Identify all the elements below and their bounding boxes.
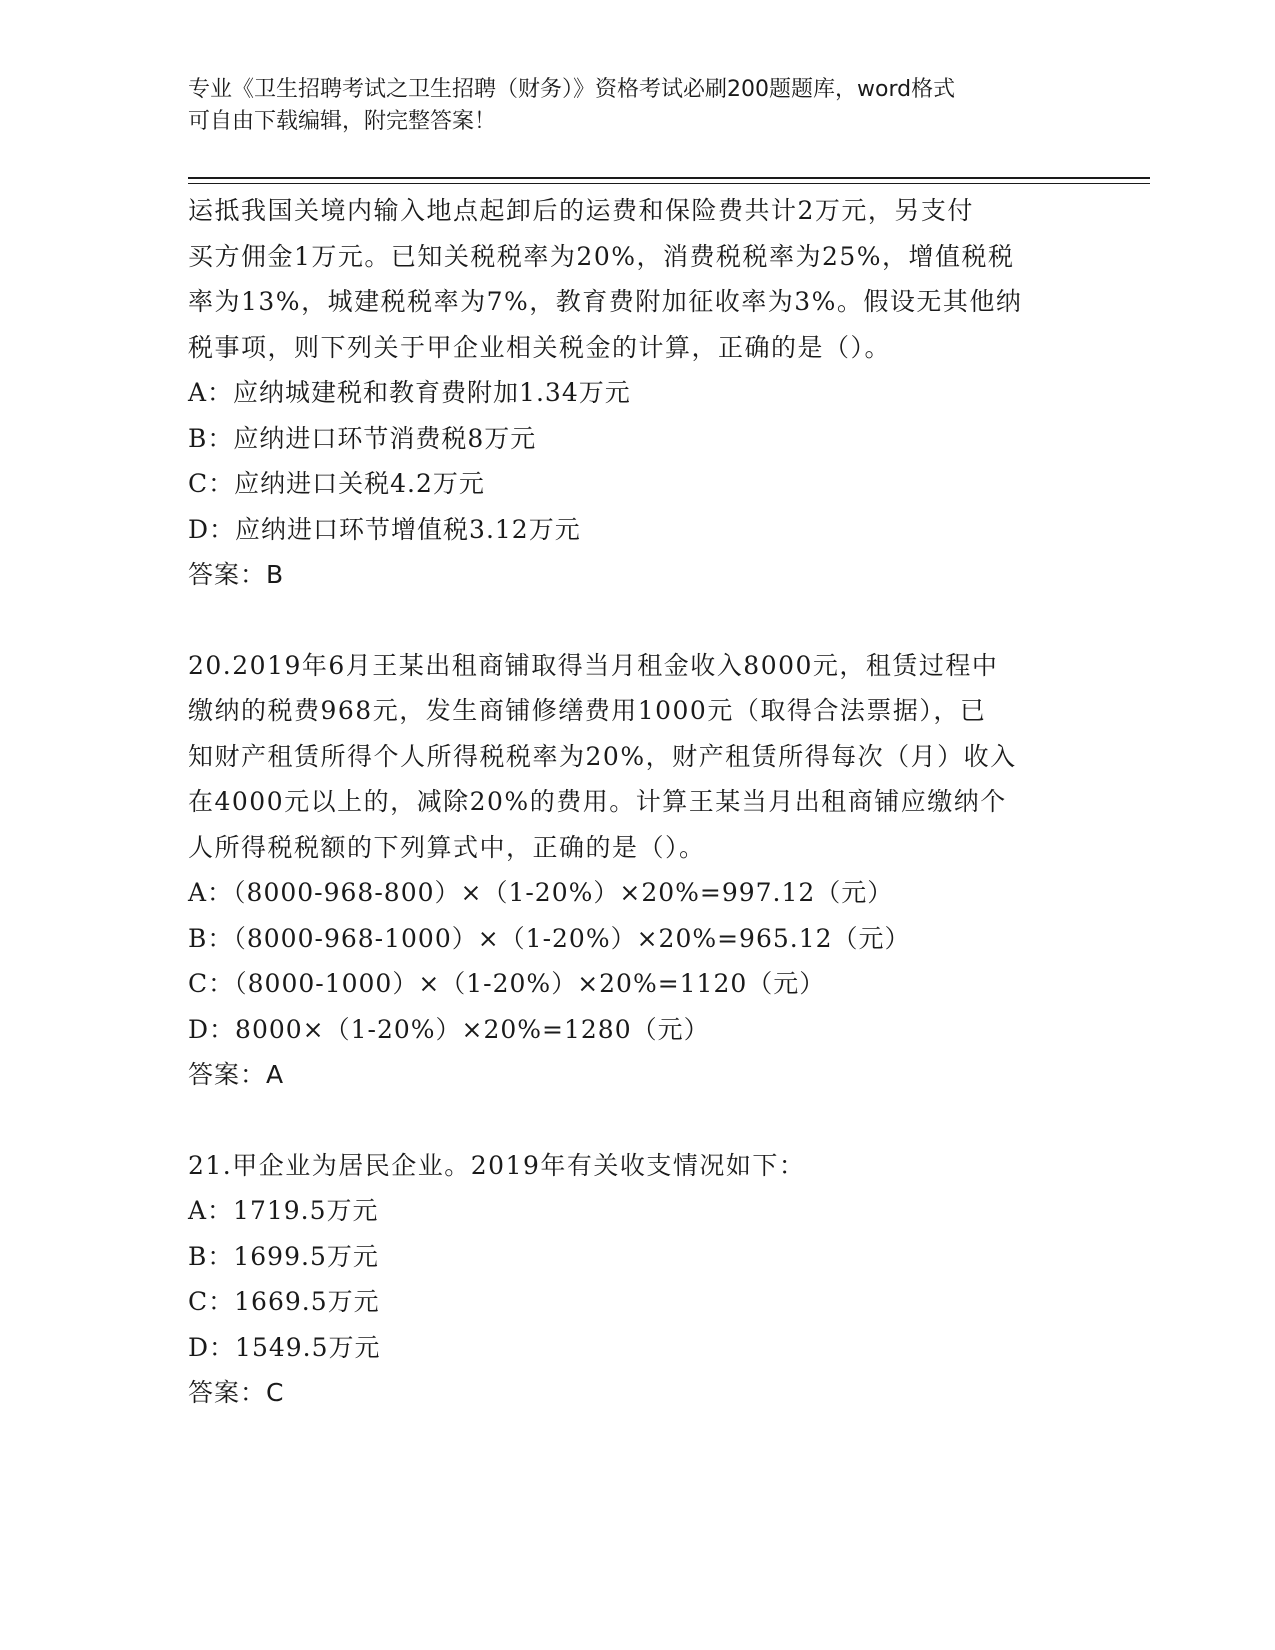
question-text-line: 知财产租赁所得个人所得税税率为20%，财产租赁所得每次（月）收入 [188, 741, 1017, 771]
question-text-line: 税事项，则下列关于甲企业相关税金的计算，正确的是（）。 [188, 332, 892, 362]
question-text-line: 20.2019年6月王某出租商铺取得当月租金收入8000元，租赁过程中 [188, 650, 999, 680]
question-text-line: 21.甲企业为居民企业。2019年有关收支情况如下： [188, 1150, 806, 1180]
question-text-line: 人所得税税额的下列算式中，正确的是（）。 [188, 832, 706, 862]
option-c: C：应纳进口关税4.2万元 [188, 469, 485, 498]
option-d: D：8000×（1-20%）×20%=1280（元） [188, 1014, 710, 1044]
answer-line: 答案：A [188, 1060, 285, 1089]
question-block-21 [188, 1143, 1088, 1416]
option-a: A：（8000-968-800）×（1-20%）×20%=997.12（元） [188, 878, 894, 907]
document-header [188, 74, 1088, 138]
option-d: D：1549.5万元 [188, 1332, 381, 1362]
spacer [188, 1098, 1088, 1143]
answer-line: 答案：B [188, 560, 285, 589]
document-body [188, 188, 1088, 1416]
question-block-20 [188, 643, 1088, 1098]
option-d: D：应纳进口环节增值税3.12万元 [188, 514, 581, 544]
question-text-line: 缴纳的税费968元，发生商铺修缮费用1000元（取得合法票据），已 [188, 696, 987, 725]
answer-line: 答案：C [188, 1378, 285, 1407]
option-a: A：应纳城建税和教育费附加1.34万元 [188, 378, 631, 407]
header-line-2: 可自由下载编辑，附完整答案！ [188, 109, 497, 134]
header-divider-thick [188, 177, 1150, 179]
question-block-1 [188, 188, 1088, 598]
option-c: C：（8000-1000）×（1-20%）×20%=1120（元） [188, 969, 826, 998]
option-a: A：1719.5万元 [188, 1196, 379, 1225]
header-divider-thin [188, 183, 1150, 184]
option-b: B：应纳进口环节消费税8万元 [188, 423, 537, 453]
option-c: C：1669.5万元 [188, 1287, 380, 1316]
option-b: B：（8000-968-1000）×（1-20%）×20%=965.12（元） [188, 923, 911, 953]
option-b: B：1699.5万元 [188, 1241, 379, 1271]
header-line-1: 专业《卫生招聘考试之卫生招聘（财务）》资格考试必刷200题题库，word格式 [188, 77, 956, 102]
question-text-line: 运抵我国关境内输入地点起卸后的运费和保险费共计2万元，另支付 [188, 196, 974, 225]
question-text-line: 在4000元以上的，减除20%的费用。计算王某当月出租商铺应缴纳个 [188, 787, 1007, 816]
question-text-line: 率为13%，城建税税率为7%，教育费附加征收率为3%。假设无其他纳 [188, 287, 1023, 316]
spacer [188, 598, 1088, 643]
question-text-line: 买方佣金1万元。已知关税税率为20%，消费税税率为25%，增值税税 [188, 241, 1015, 271]
